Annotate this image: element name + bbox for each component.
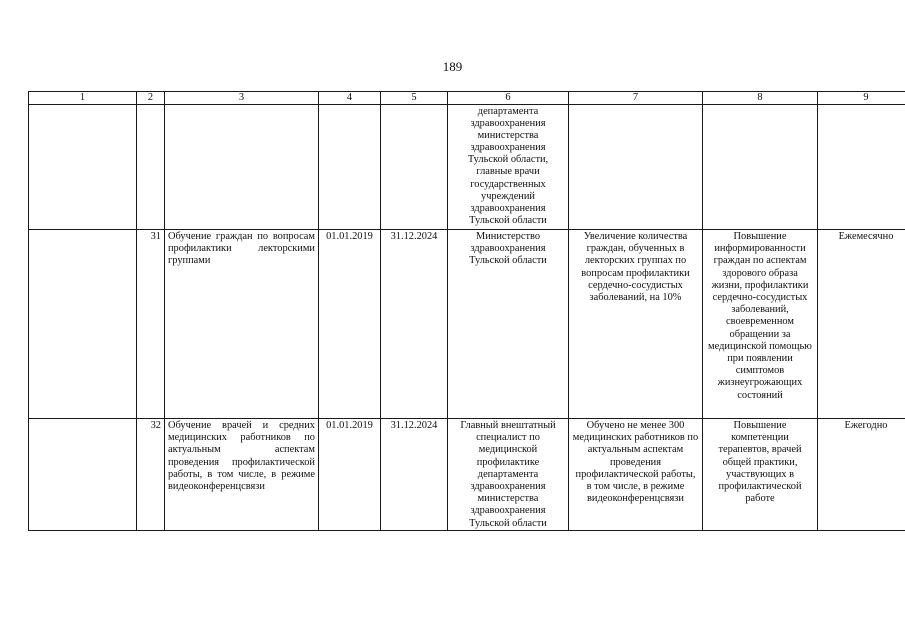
column-header-9: 9: [818, 92, 905, 105]
column-header-8: 8: [703, 92, 818, 105]
column-header-4: 4: [319, 92, 381, 105]
cell-number: 31: [137, 230, 165, 419]
table-row: [29, 230, 905, 419]
cell-result: [569, 105, 703, 230]
cell-end-date: 31.12.2024: [381, 419, 448, 531]
table-row: [29, 419, 905, 531]
cell-measure: Обучение врачей и средних медицинских работников по актуальным аспектам проведения профилактической работы, в том числе, в режиме видеоконференцсвязи: [165, 419, 319, 531]
cell-effect: Повышение компетенции терапевтов, врачей общей практики, участвующих в профилактической работе: [703, 419, 818, 531]
cell-measure: Обучение граждан по вопросам профилактики лекторскими группами: [165, 230, 319, 419]
column-header-7: 7: [569, 92, 703, 105]
cell-start-date: 01.01.2019: [319, 230, 381, 419]
header-row: [29, 92, 905, 105]
cell-responsible: Главный внештатный специалист по медицинской профилактике департамента здравоохранения министерства здравоохранения Тульской области: [448, 419, 569, 531]
cell-frequency: Ежегодно: [818, 419, 905, 531]
column-header-2: 2: [137, 92, 165, 105]
cell-measure: [165, 105, 319, 230]
column-header-5: 5: [381, 92, 448, 105]
cell-responsible: Министерство здравоохранения Тульской области: [448, 230, 569, 419]
page-number: 189: [442, 59, 463, 74]
cell-end-date: [381, 105, 448, 230]
cell-section: [29, 419, 137, 531]
cell-frequency: Ежемесячно: [818, 230, 905, 419]
cell-number: [137, 105, 165, 230]
cell-effect: Повышение информированности граждан по аспектам здорового образа жизни, профилактики сердечно-сосудистых заболеваний, своевременном обращении за медицинской помощью при появлении симптомов жизнеугрожающих состояний: [703, 230, 818, 419]
column-header-1: 1: [29, 92, 137, 105]
cell-responsible: департамента здравоохранения министерства здравоохранения Тульской области, главные врачи государственных учреждений здравоохранения Тульской области: [448, 105, 569, 230]
column-header-6: 6: [448, 92, 569, 105]
cell-start-date: [319, 105, 381, 230]
measures-table: [28, 91, 905, 531]
cell-result: Увеличение количества граждан, обученных в лекторских группах по вопросам профилактики сердечно-сосудистых заболеваний, на 10%: [569, 230, 703, 419]
cell-end-date: 31.12.2024: [381, 230, 448, 419]
cell-number: 32: [137, 419, 165, 531]
cell-start-date: 01.01.2019: [319, 419, 381, 531]
table-row: [29, 105, 905, 230]
cell-section: [29, 105, 137, 230]
cell-effect: [703, 105, 818, 230]
cell-section: [29, 230, 137, 419]
cell-result: Обучено не менее 300 медицинских работников по актуальным аспектам проведения профилактической работы, в том числе, в режиме видеоконференцсвязи: [569, 419, 703, 531]
cell-frequency: [818, 105, 905, 230]
column-header-3: 3: [165, 92, 319, 105]
